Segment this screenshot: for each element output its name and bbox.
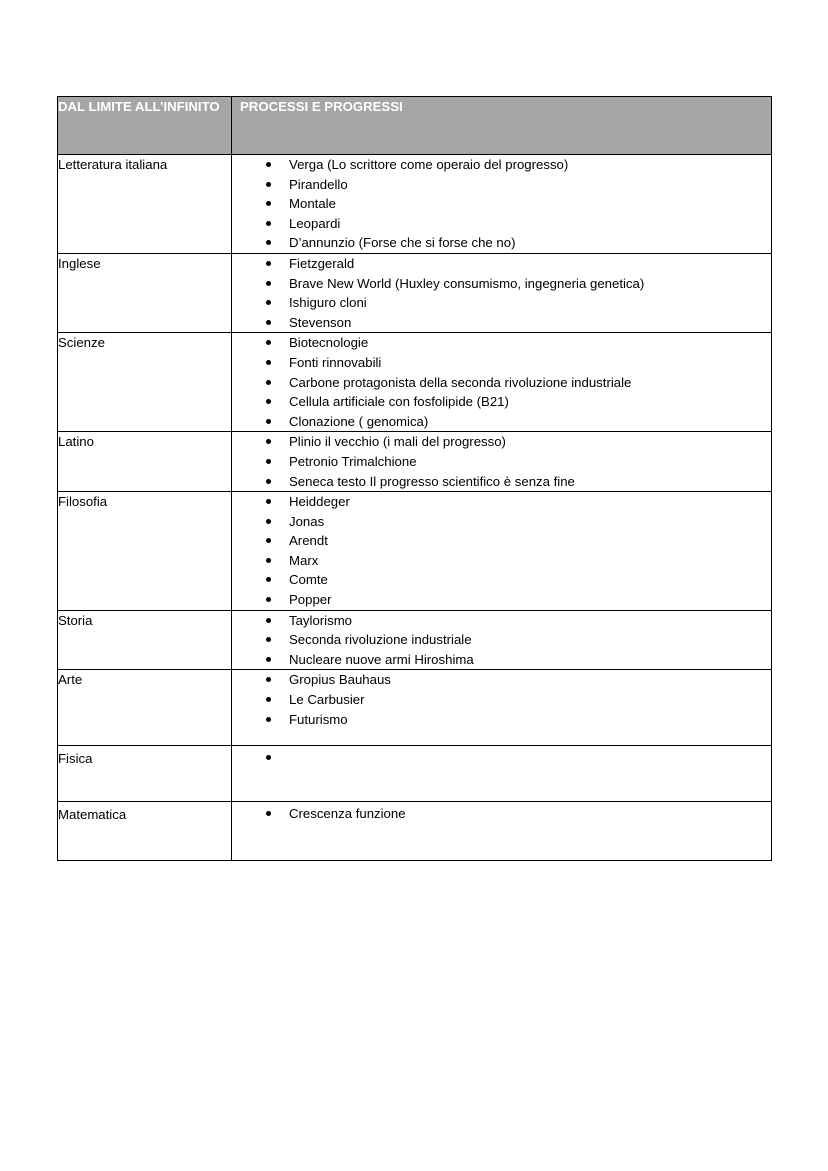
bullet-list — [232, 254, 771, 332]
list-item — [232, 313, 771, 333]
topics-cell — [232, 253, 772, 332]
bullet-icon — [266, 182, 271, 187]
table-row — [58, 610, 772, 670]
list-item-text: Crescenza funzione — [289, 806, 406, 822]
table-header-row — [58, 97, 772, 155]
bullet-icon — [266, 677, 271, 682]
topics-cell — [232, 492, 772, 611]
list-item — [232, 492, 771, 512]
bullet-icon — [266, 538, 271, 543]
list-item — [232, 690, 771, 710]
list-item — [232, 412, 771, 432]
list-item-text: Taylorismo — [289, 612, 353, 628]
list-item-text: Leopardi — [289, 215, 341, 231]
list-item — [232, 512, 771, 532]
bullet-list — [232, 432, 771, 491]
subject-cell: Inglese — [58, 253, 232, 332]
list-item — [232, 233, 771, 253]
bullet-icon — [266, 360, 271, 365]
list-item-text: Marx — [289, 552, 319, 568]
bullet-icon — [266, 459, 271, 464]
list-item-text: Nucleare nuove armi Hiroshima — [289, 651, 474, 667]
bullet-list — [232, 333, 771, 431]
list-item-text: Popper — [289, 592, 332, 608]
list-item — [232, 710, 771, 730]
topics-cell — [232, 802, 772, 861]
bullet-icon — [266, 261, 271, 266]
topics-cell — [232, 432, 772, 492]
bullet-icon — [266, 419, 271, 424]
bullet-icon — [266, 320, 271, 325]
list-item-text: Montale — [289, 196, 336, 212]
list-item — [232, 650, 771, 670]
list-item-text: Biotecnologie — [289, 335, 369, 351]
table-row — [58, 432, 772, 492]
subject-cell: Scienze — [58, 333, 232, 432]
bullet-icon — [266, 221, 271, 226]
list-item — [232, 590, 771, 610]
list-item — [232, 214, 771, 234]
topics-cell — [232, 746, 772, 802]
subject-cell: Latino — [58, 432, 232, 492]
table-row — [58, 492, 772, 611]
topics-cell — [232, 333, 772, 432]
bullet-icon — [266, 637, 271, 642]
bullet-icon — [266, 597, 271, 602]
list-item-text: Cellula artificiale con fosfolipide (B21) — [289, 394, 509, 410]
list-item-text: Gropius Bauhaus — [289, 672, 391, 688]
list-item-text: Clonazione ( genomica) — [289, 413, 429, 429]
list-item — [232, 254, 771, 274]
bullet-list — [232, 492, 771, 610]
list-item-text: Verga (Lo scrittore come operaio del progresso) — [289, 157, 569, 172]
bullet-list — [232, 155, 771, 253]
subject-cell: Storia — [58, 610, 232, 670]
bullet-icon — [266, 399, 271, 404]
list-item-text: Stevenson — [289, 314, 352, 330]
table-row — [58, 746, 772, 802]
bullet-icon — [266, 577, 271, 582]
list-item-text: Arendt — [289, 533, 328, 549]
list-item — [232, 630, 771, 650]
bullet-icon — [266, 755, 271, 760]
list-item-text: Fonti rinnovabili — [289, 354, 382, 370]
bullet-list — [232, 804, 771, 824]
topics-cell — [232, 155, 772, 254]
bullet-list — [232, 748, 771, 768]
list-item-text: Pirandello — [289, 176, 348, 192]
list-item-text: Jonas — [289, 513, 325, 529]
list-item-text: Seneca testo Il progresso scientifico è senza fine — [289, 473, 575, 489]
list-item-text: Comte — [289, 572, 328, 588]
list-item-text: Heiddeger — [289, 494, 350, 510]
list-item — [232, 551, 771, 571]
header-col-subject: DAL LIMITE ALL’INFINITO — [58, 97, 232, 155]
bullet-icon — [266, 162, 271, 167]
table-row — [58, 670, 772, 746]
list-item — [232, 670, 771, 690]
list-item — [232, 274, 771, 294]
list-item — [232, 293, 771, 313]
bullet-icon — [266, 340, 271, 345]
subject-cell: Letteratura italiana — [58, 155, 232, 254]
bullet-icon — [266, 657, 271, 662]
list-item — [232, 353, 771, 373]
list-item-text: D’annunzio (Forse che si forse che no) — [289, 235, 516, 251]
list-item-text: Seconda rivoluzione industriale — [289, 632, 472, 648]
list-item — [232, 432, 771, 452]
list-item-text: Fietzgerald — [289, 255, 355, 271]
table-row — [58, 253, 772, 332]
table-row — [58, 802, 772, 861]
list-item-text: Carbone protagonista della seconda rivoluzione industriale — [289, 374, 632, 390]
list-item-text: Le Carbusier — [289, 692, 365, 708]
subject-cell: Filosofia — [58, 492, 232, 611]
bullet-icon — [266, 380, 271, 385]
bullet-icon — [266, 499, 271, 504]
bullet-icon — [266, 558, 271, 563]
bullet-icon — [266, 519, 271, 524]
topics-cell — [232, 610, 772, 670]
list-item — [232, 472, 771, 492]
list-item — [232, 392, 771, 412]
bullet-icon — [266, 240, 271, 245]
subject-cell: Matematica — [58, 802, 232, 861]
list-item — [232, 333, 771, 353]
list-item — [232, 804, 771, 824]
list-item — [232, 570, 771, 590]
bullet-icon — [266, 479, 271, 484]
list-item-text: Petronio Trimalchione — [289, 453, 417, 469]
subject-cell: Arte — [58, 670, 232, 746]
bullet-icon — [266, 439, 271, 444]
topics-table — [57, 96, 772, 861]
list-item — [232, 611, 771, 631]
bullet-icon — [266, 201, 271, 206]
table-row — [58, 155, 772, 254]
list-item — [232, 452, 771, 472]
list-item-text: Plinio il vecchio (i mali del progresso) — [289, 434, 506, 450]
list-item — [232, 194, 771, 214]
bullet-list — [232, 611, 771, 670]
bullet-icon — [266, 618, 271, 623]
bullet-list — [232, 670, 771, 729]
table-row — [58, 333, 772, 432]
list-item — [232, 531, 771, 551]
topics-cell — [232, 670, 772, 746]
bullet-icon — [266, 281, 271, 286]
list-item-text: Brave New World (Huxley consumismo, ingegneria genetica) — [289, 275, 645, 291]
list-item-text: Ishiguro cloni — [289, 295, 367, 311]
list-item — [232, 373, 771, 393]
subject-cell: Fisica — [58, 746, 232, 802]
bullet-icon — [266, 300, 271, 305]
header-col-topics: PROCESSI E PROGRESSI — [232, 97, 772, 155]
list-item-text: Futurismo — [289, 711, 348, 727]
bullet-icon — [266, 697, 271, 702]
list-item — [232, 155, 771, 175]
bullet-icon — [266, 811, 271, 816]
list-item — [232, 748, 771, 768]
bullet-icon — [266, 717, 271, 722]
list-item — [232, 175, 771, 195]
